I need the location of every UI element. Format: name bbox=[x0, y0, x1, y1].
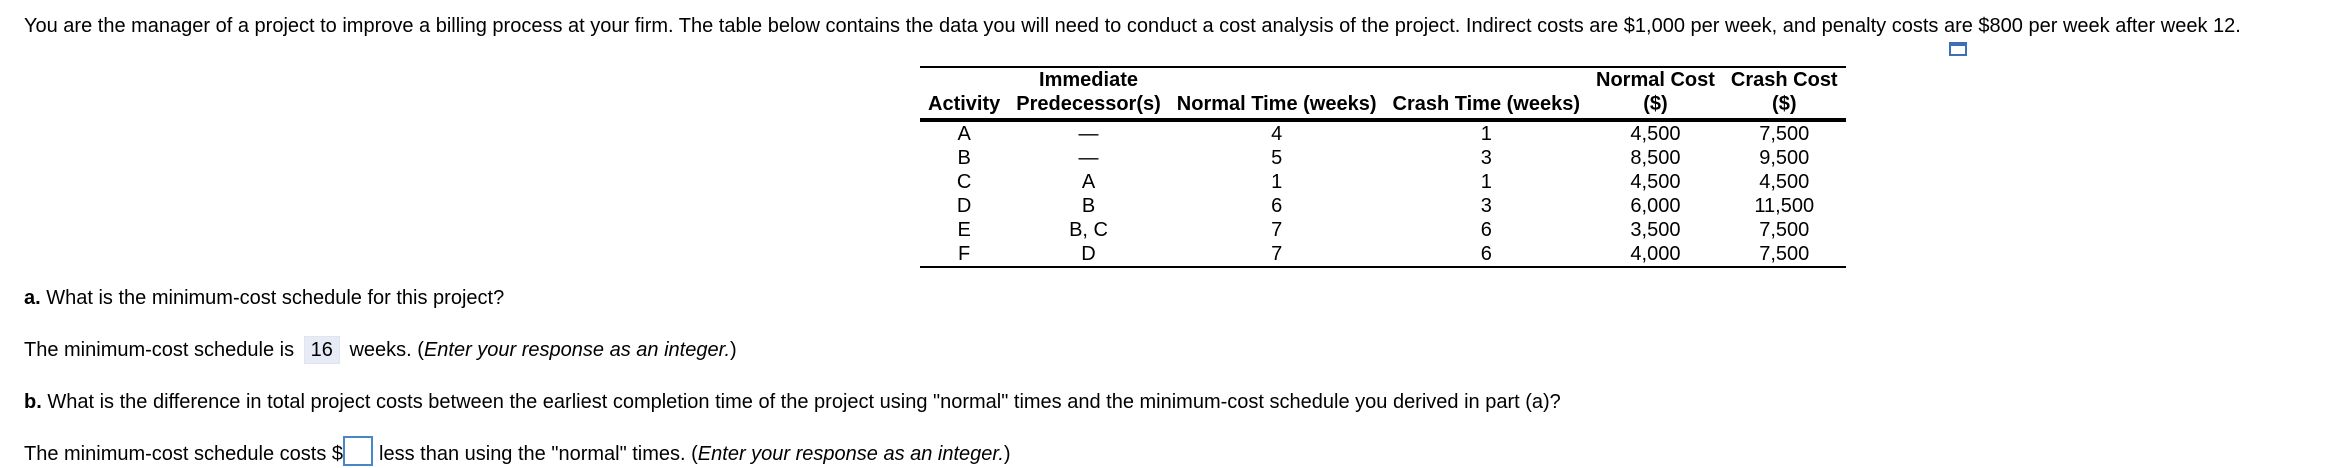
cell-normal-time: 1 bbox=[1271, 171, 1283, 193]
cell-crash-time: 6 bbox=[1480, 219, 1492, 241]
part-a-question: a. What is the minimum-cost schedule for this project? bbox=[24, 287, 505, 309]
cell-activity: F bbox=[920, 242, 1008, 267]
cell-crash-time: 1 bbox=[1480, 171, 1492, 193]
part-a-answer-line: The minimum-cost schedule is 16 weeks. (Enter your response as an integer.) bbox=[24, 336, 737, 364]
cell-crash-cost: 7,500 bbox=[1723, 242, 1846, 267]
cell-predecessor: D bbox=[1008, 242, 1169, 267]
part-b-answer-line: The minimum-cost schedule costs $ less than using the "normal" times. (Enter your response as an integer.) bbox=[24, 436, 1011, 468]
cell-crash-time: 3 bbox=[1480, 195, 1492, 217]
cell-normal-time: 5 bbox=[1271, 147, 1283, 169]
cell-normal-time: 7 bbox=[1271, 219, 1283, 241]
part-b-answer-input[interactable] bbox=[343, 436, 373, 466]
cell-predecessor: B, C bbox=[1069, 219, 1108, 241]
part-a-hint: Enter your response as an integer. bbox=[423, 339, 731, 361]
cell-normal-cost: 3,500 bbox=[1630, 219, 1681, 241]
cell-predecessor: B bbox=[1081, 195, 1096, 217]
cell-crash-cost: 4,500 bbox=[1759, 171, 1810, 193]
cell-normal-cost: 4,000 bbox=[1588, 242, 1723, 267]
header-crash-time: Crash Time (weeks) bbox=[1385, 67, 1589, 120]
table-row bbox=[920, 146, 1846, 170]
cell-normal-cost: 4,500 bbox=[1630, 171, 1681, 193]
cell-crash-cost: 11,500 bbox=[1754, 195, 1815, 217]
table-row bbox=[920, 120, 1846, 146]
cell-normal-time: 7 bbox=[1169, 242, 1385, 267]
cell-activity: D bbox=[956, 195, 972, 217]
cell-crash-cost: 7,500 bbox=[1759, 123, 1810, 145]
cell-crash-time: 3 bbox=[1480, 147, 1492, 169]
cell-normal-cost: 6,000 bbox=[1630, 195, 1681, 217]
table-row bbox=[920, 170, 1846, 194]
cell-normal-cost: 8,500 bbox=[1630, 147, 1681, 169]
part-b-question: b. What is the difference in total project costs between the earliest completion time of the project using "normal" times and the minimum-cost schedule you derived in part (a)? bbox=[24, 391, 1561, 413]
table-header-row bbox=[920, 67, 1846, 120]
cell-activity: A bbox=[957, 123, 971, 145]
cell-predecessor: — bbox=[1078, 123, 1099, 145]
cell-normal-time: 4 bbox=[1271, 123, 1283, 145]
activity-data-table bbox=[920, 66, 1846, 268]
cell-predecessor: — bbox=[1078, 147, 1099, 169]
header-crash-cost: Crash Cost ($) bbox=[1723, 67, 1846, 120]
cell-normal-time: 6 bbox=[1271, 195, 1283, 217]
cell-crash-time: 6 bbox=[1385, 242, 1589, 267]
table-row bbox=[920, 218, 1846, 242]
cell-predecessor: A bbox=[1081, 171, 1096, 193]
cell-crash-cost: 7,500 bbox=[1759, 219, 1810, 241]
header-activity: Activity bbox=[920, 67, 1008, 120]
part-a-answer-field[interactable]: 16 bbox=[304, 336, 340, 364]
header-predecessor: Immediate Predecessor(s) bbox=[1008, 67, 1169, 120]
table-row bbox=[920, 194, 1846, 218]
cell-crash-cost: 9,500 bbox=[1759, 147, 1810, 169]
cell-activity: C bbox=[956, 171, 972, 193]
expand-window-icon[interactable] bbox=[1948, 40, 1970, 58]
cell-activity: B bbox=[957, 147, 971, 169]
header-normal-cost: Normal Cost ($) bbox=[1588, 67, 1723, 120]
table-row bbox=[920, 242, 1846, 267]
problem-statement: You are the manager of a project to improve a billing process at your firm. The table below contains the data you will need to conduct a cost analysis of the project. Indirect costs are $1,000 per week, and penalty costs are $800 per week after week 12. bbox=[24, 15, 2241, 37]
part-b-hint: Enter your response as an integer. bbox=[697, 443, 1004, 465]
cell-normal-cost: 4,500 bbox=[1630, 123, 1681, 145]
cell-crash-time: 1 bbox=[1480, 123, 1492, 145]
header-normal-time: Normal Time (weeks) bbox=[1169, 67, 1385, 120]
cell-activity: E bbox=[957, 219, 971, 241]
